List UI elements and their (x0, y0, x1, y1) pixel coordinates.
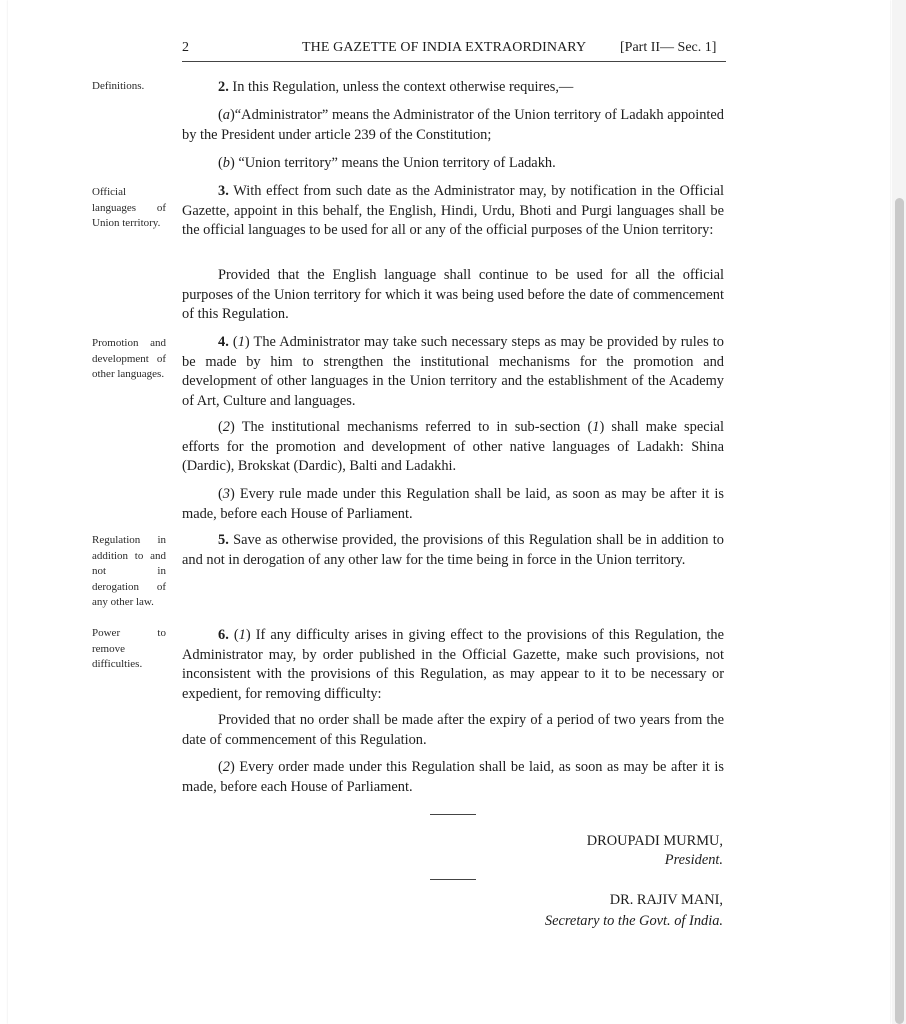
clause-text: “Union territory” means the Union territory of Ladakh. (238, 155, 556, 171)
section-4-3: (3) Every rule made under this Regulation shall be laid, as soon as may be after it is made, before each House of Parliament. (182, 486, 725, 522)
clause-text: “Administrator” means the Administrator of the Union territory of Ladakh appointed by the President under article 239 of the Constitution; (182, 107, 724, 143)
section-number: 5. (218, 532, 229, 548)
section-text: With effect from such date as the Administrator may, by notification in the Official Gazette, appoint in this behalf, the English, Hindi, Urdu, Bhoti and Purgi languages shall be the official languages to be used for all or any of the official purposes of the Union territory: (182, 183, 724, 238)
section-6-2: (2) Every order made under this Regulation shall be laid, as soon as may be after it is made, before each House of Parliament. (182, 759, 724, 795)
section-2-clause-a: (a)“Administrator” means the Administrator of the Union territory of Ladakh appointed by the President under article 239 of the Constitution; (182, 107, 724, 143)
section-6-1: 6. (1) If any difficulty arises in giving effect to the provisions of this Regulation, the Administrator may, by order published in the Official Gazette, make such provisions, not inconsistent with the provisions of this Regulation, as may appear to it to be necessary or expedient, for removing difficulty: (182, 627, 724, 702)
secretary-name: DR. RAJIV MANI, (609, 892, 723, 908)
margin-note-definitions: Definitions. (92, 80, 145, 92)
scrollbar-thumb[interactable] (895, 198, 904, 1024)
gazette-page (8, 0, 890, 1024)
subsection-label: 1 (238, 627, 246, 643)
section-6-proviso: Provided that no order shall be made after the expiry of a period of two years from the date of commencement of this Regulation. (182, 712, 724, 748)
page-header (8, 40, 890, 60)
subsection-text: The Administrator may take such necessary steps as may be provided by rules to be made by him to strengthen the institutional mechanisms for the promotion and development of other languages in the Union territory and the establishment of the Academy of Art, Culture and languages. (182, 334, 724, 409)
part-section: [Part II— Sec. 1] (620, 40, 717, 55)
subsection-text: Every order made under this Regulation shall be laid, as soon as may be after it is made, before each House of Parliament. (182, 759, 724, 795)
page-number: 2 (182, 40, 189, 55)
section-3-proviso: Provided that the English language shall continue to be used for all the official purposes of the Union territory for which it was being used before the date of commencement of this Regulation. (182, 267, 724, 322)
signature-divider (430, 814, 476, 815)
signature-divider (430, 879, 476, 880)
subsection-text: If any difficulty arises in giving effect to the provisions of this Regulation, the Administrator may, by order published in the Official Gazette, make such provisions, not inconsistent with the provisions of this Regulation, as may appear to it to be necessary or expedient, for removing difficulty: (182, 627, 724, 702)
section-text: Save as otherwise provided, the provisions of this Regulation shall be in addition to and not in derogation of any other law for the time being in force in the Union territory. (182, 532, 724, 568)
margin-note-power-remove: Power to remove difficulties. (92, 627, 166, 671)
section-text: In this Regulation, unless the context otherwise requires,— (232, 79, 574, 95)
section-number: 6. (218, 627, 229, 643)
subsection-text: The institutional mechanisms referred to in sub-section ( (241, 419, 593, 435)
secretary-title: Secretary to the Govt. of India. (544, 913, 723, 929)
section-4-1: 4. (1) The Administrator may take such necessary steps as may be provided by rules to be made by him to strengthen the institutional mechanisms for the promotion and development of other languages in the Union territory and the establishment of the Academy of Art, Culture and languages. (182, 334, 724, 409)
margin-note-promotion: Promotion and development of other languages. (92, 337, 166, 381)
president-name: DROUPADI MURMU, (586, 833, 723, 849)
subsection-text: ) shall make special efforts for the promotion and development of other native languages of Ladakh: Shina (Dardic), Brokskat (Dardic), Balti and Ladakhi. (182, 419, 724, 474)
section-2-intro (182, 78, 724, 98)
section-number: 2. (218, 79, 229, 95)
subsection-label: 3 (222, 486, 230, 502)
subsection-text: Every rule made under this Regulation shall be laid, as soon as may be after it is made, before each House of Parliament. (182, 486, 725, 522)
subsection-label: 2 (222, 419, 230, 435)
margin-note-official-languages: Official languages of Union territory. (92, 186, 166, 230)
section-5 (182, 531, 724, 570)
clause-label: b (222, 155, 230, 171)
section-4-2: (2) The institutional mechanisms referred to in sub-section (1) shall make special efforts for the promotion and development of other native languages of Ladakh: Shina (Dardic), Brokskat (Dardic), Balti and Ladakhi. (182, 419, 724, 474)
subsection-label: 1 (237, 334, 245, 350)
section-number: 3. (218, 183, 229, 199)
margin-note-regulation-addition: Regulation in addition to and not in derogation of any other law. (92, 534, 166, 609)
vertical-scrollbar[interactable] (892, 0, 906, 1024)
subsection-reference: 1 (592, 419, 600, 435)
president-title: President. (664, 852, 723, 868)
header-rule (182, 61, 726, 62)
subsection-label: 2 (222, 759, 230, 775)
section-3 (182, 182, 724, 241)
section-number: 4. (218, 334, 229, 350)
gazette-title: THE GAZETTE OF INDIA EXTRAORDINARY (302, 40, 587, 55)
section-2-clause-b: (b) “Union territory” means the Union territory of Ladakh. (218, 155, 556, 171)
clause-label: a (222, 107, 230, 123)
